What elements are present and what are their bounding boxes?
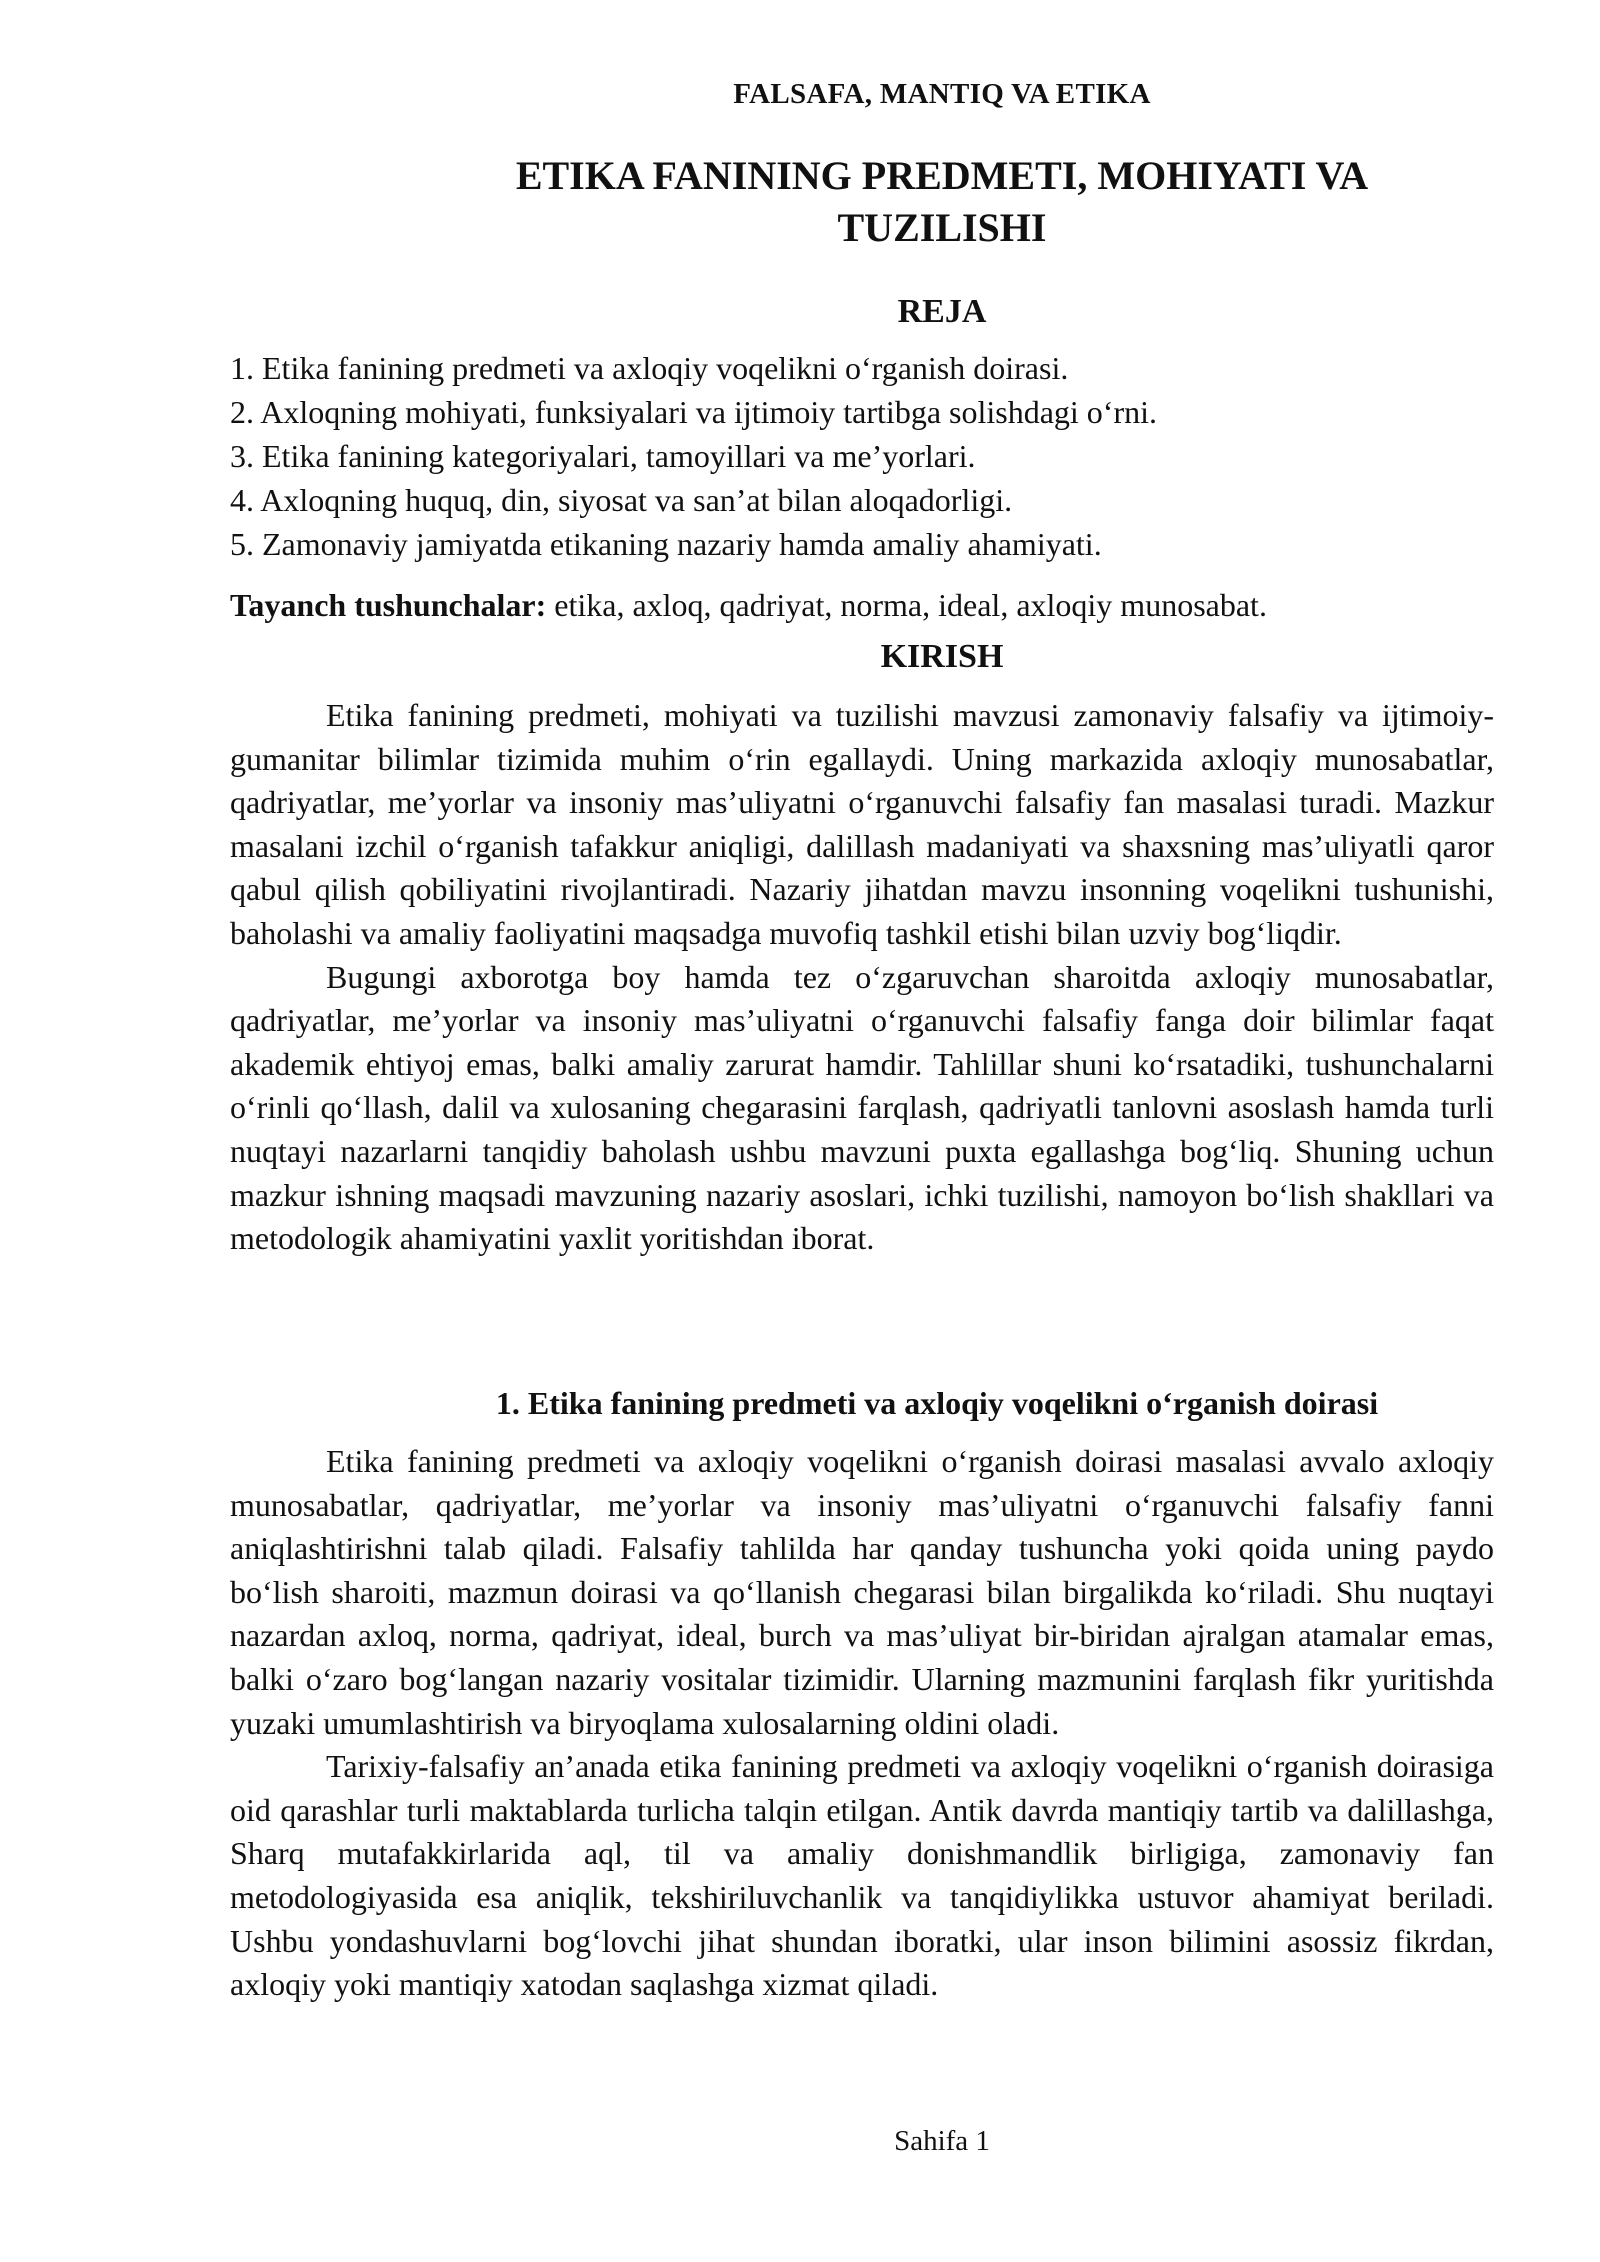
- plan-heading: REJA: [897, 293, 987, 330]
- section-paragraph: Tarixiy-falsafiy an’anada etika fanining predmeti va axloqiy voqelikni o‘rganish doirasiga oid qarashlar turli maktablarda turlicha talqin etilgan. Antik davrda mantiqiy tartib va dalillashga, Sharq mutafakkirlarida aql, til va amaliy donishmandlik birligiga, zamonaviy fan metodologiyasida esa aniqlik, tekshiriluvchanlik va tanqidiylikka ustuvor ahamiyat beriladi. Ushbu yondashuvlarni bog‘lovchi jihat shundan iboratki, ular inson bilimini asossiz fikrdan, axloqiy yoki mantiqiy xatodan saqlashga xizmat qiladi.: [230, 1748, 1494, 2003]
- intro-heading: KIRISH: [880, 638, 1004, 675]
- key-terms-label: Tayanch tushunchalar:: [230, 587, 547, 623]
- plan-list: [230, 346, 1494, 566]
- plan-item: 2. Axloqning mohiyati, funksiyalari va ijtimoiy tartibga solishdagi o‘rni.: [230, 394, 1157, 430]
- plan-item: 1. Etika fanining predmeti va axloqiy voqelikni o‘rganish doirasi.: [230, 350, 1069, 386]
- document-title: [230, 150, 1494, 254]
- key-terms-list: etika, axloq, qadriyat, norma, ideal, axloqiy munosabat.: [546, 587, 1267, 623]
- plan-item: 3. Etika fanining kategoriyalari, tamoyillari va me’yorlari.: [230, 438, 976, 474]
- section-paragraph: Etika fanining predmeti va axloqiy voqelikni o‘rganish doirasi masalasi avvalo axloqiy munosabatlar, qadriyatlar, me’yorlar va insoniy mas’uliyatni o‘rganuvchi falsafiy fanni aniqlashtirishni talab qiladi. Falsafiy tahlilda har qanday tushuncha yoki qoida uning paydo bo‘lish sharoiti, mazmun doirasi va qo‘llanish chegarasi bilan birgalikda ko‘riladi. Shu nuqtayi nazardan axloq, norma, qadriyat, ideal, burch va mas’uliyat bir-biridan ajralgan atamalar emas, balki o‘zaro bog‘langan nazariy vositalar tizimidir. Ularning mazmunini farqlash fikr yuritishda yuzaki umumlashtirish va biryoqlama xulosalarning oldini oladi.: [230, 1443, 1494, 1741]
- intro-section: [230, 694, 1494, 1261]
- plan-item: 4. Axloqning huquq, din, siyosat va san’at bilan aloqadorligi.: [230, 482, 1013, 518]
- section-1-body: [230, 1440, 1494, 2007]
- section-1-heading: 1. Etika fanining predmeti va axloqiy voqelikni o‘rganish doirasi: [495, 1385, 1379, 1421]
- page-number: Sahifa 1: [894, 2125, 990, 2157]
- plan-item: 5. Zamonaviy jamiyatda etikaning nazariy hamda amaliy ahamiyati.: [230, 526, 1102, 562]
- title-line-1: ETIKA FANINING PREDMETI, MOHIYATI VA: [515, 153, 1369, 198]
- document-page: [230, 0, 1494, 2262]
- key-terms: [230, 583, 1494, 627]
- running-header: FALSAFA, MANTIQ VA ETIKA: [733, 78, 1151, 110]
- title-line-2: TUZILISHI: [837, 205, 1047, 250]
- intro-paragraph: Bugungi axborotga boy hamda tez o‘zgaruvchan sharoitda axloqiy munosabatlar, qadriyatlar, me’yorlar va insoniy mas’uliyatni o‘rganuvchi falsafiy fanga doir bilimlar faqat akademik ehtiyoj emas, balki amaliy zarurat hamdir. Tahlillar shuni ko‘rsatadiki, tushunchalarni o‘rinli qo‘llash, dalil va xulosaning chegarasini farqlash, qadriyatli tanlovni asoslash hamda turli nuqtayi nazarlarni tanqidiy baholash ushbu mavzuni puxta egallashga bog‘liq. Shuning uchun mazkur ishning maqsadi mavzuning nazariy asoslari, ichki tuzilishi, namoyon bo‘lish shakllari va metodologik ahamiyatini yaxlit yoritishdan iborat.: [230, 958, 1494, 1257]
- intro-paragraph: Etika fanining predmeti, mohiyati va tuzilishi mavzusi zamonaviy falsafiy va ijtimoiy-gumanitar bilimlar tizimida muhim o‘rin egallaydi. Uning markazida axloqiy munosabatlar, qadriyatlar, me’yorlar va insoniy mas’uliyatni o‘rganuvchi falsafiy fan masalasi turadi. Mazkur masalani izchil o‘rganish tafakkur aniqligi, dalillash madaniyati va shaxsning mas’uliyatli qaror qabul qilish qobiliyatini rivojlantiradi. Nazariy jihatdan mavzu insonning voqelikni tushunishi, baholashi va amaliy faoliyatini maqsadga muvofiq tashkil etishi bilan uzviy bog‘liqdir.: [230, 697, 1494, 951]
